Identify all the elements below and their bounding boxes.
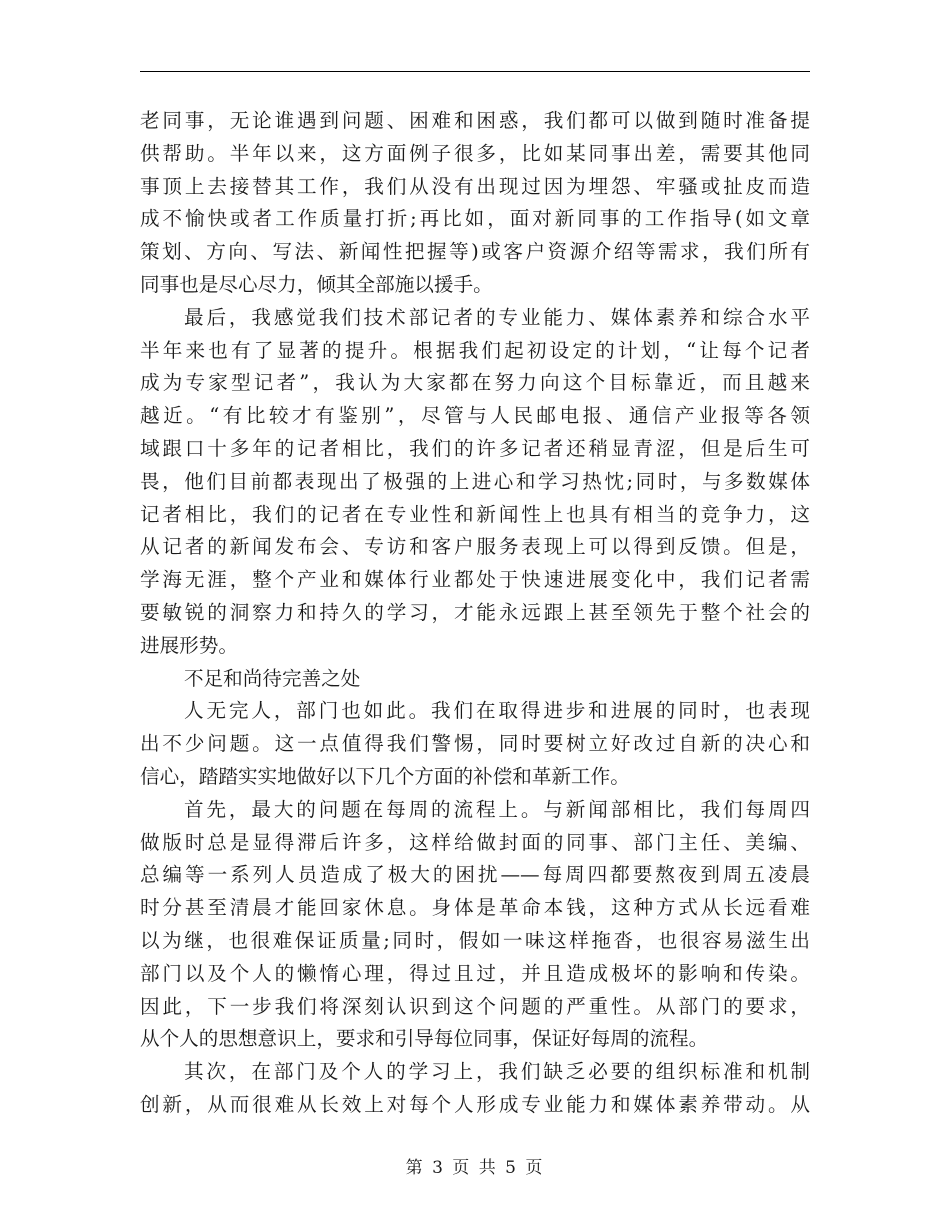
text-line: 半年来也有了显著的提升。根据我们起初设定的计划，“让每个记者 [140, 338, 810, 362]
text-line: 越近。“有比较才有鉴别”，尽管与人民邮电报、通信产业报等各领 [140, 404, 810, 428]
text-line: 畏，他们目前都表现出了极强的上进心和学习热忱;同时，与多数媒体 [140, 469, 810, 493]
text-line: 要敏锐的洞察力和持久的学习，才能永远跟上甚至领先于整个社会的 [140, 600, 810, 624]
text-line: 部门以及个人的懒惰心理，得过且过，并且造成极坏的影响和传染。 [140, 961, 810, 985]
text-line: 从记者的新闻发布会、专访和客户服务表现上可以得到反馈。但是， [140, 535, 810, 559]
text-line: 记者相比，我们的记者在专业性和新闻性上也具有相当的竞争力，这 [140, 502, 810, 526]
text-line: 成为专家型记者”，我认为大家都在努力向这个目标靠近，而且越来 [140, 371, 810, 395]
header-rule [140, 71, 810, 72]
text-line: 成不愉快或者工作质量打折;再比如，面对新同事的工作指导(如文章 [140, 207, 810, 231]
text-line: 策划、方向、写法、新闻性把握等)或客户资源介绍等需求，我们所有 [140, 240, 810, 264]
text-line: 首先，最大的问题在每周的流程上。与新闻部相比，我们每周四 [184, 797, 810, 821]
text-line: 信心，踏踏实实地做好以下几个方面的补偿和革新工作。 [140, 764, 630, 788]
text-line: 供帮助。半年以来，这方面例子很多，比如某同事出差，需要其他同 [140, 141, 810, 165]
text-line: 总编等一系列人员造成了极大的困扰——每周四都要熬夜到周五凌晨 [140, 863, 810, 887]
text-line: 最后，我感觉我们技术部记者的专业能力、媒体素养和综合水平 [184, 305, 810, 329]
text-line: 其次，在部门及个人的学习上，我们缺乏必要的组织标准和机制 [184, 1060, 810, 1084]
text-line: 学海无涯，整个产业和媒体行业都处于快速进展变化中，我们记者需 [140, 568, 810, 592]
text-line: 人无完人，部门也如此。我们在取得进步和进展的同时，也表现 [184, 699, 810, 723]
text-line: 老同事，无论谁遇到问题、困难和困惑，我们都可以做到随时准备提 [140, 109, 810, 132]
document-body [140, 105, 810, 1122]
text-line: 从个人的思想意识上，要求和引导每位同事，保证好每周的流程。 [140, 1027, 709, 1051]
page-number-footer: 第 3 页 共 5 页 [405, 1158, 545, 1178]
text-line: 事顶上去接替其工作，我们从没有出现过因为埋怨、牢骚或扯皮而造 [140, 174, 810, 198]
text-line: 创新，从而很难从长效上对每个人形成专业能力和媒体素养带动。从 [140, 1092, 810, 1116]
text-line: 进展形势。 [140, 633, 238, 657]
text-line: 同事也是尽心尽力，倾其全部施以援手。 [140, 272, 493, 296]
text-line: 时分甚至清晨才能回家休息。身体是革命本钱，这种方式从长远看难 [140, 896, 810, 920]
text-line: 因此，下一步我们将深刻认识到这个问题的严重性。从部门的要求， [140, 994, 810, 1018]
text-line: 以为继，也很难保证质量;同时，假如一味这样拖沓，也很容易滋生出 [140, 928, 810, 952]
text-line: 做版时总是显得滞后许多，这样给做封面的同事、部门主任、美编、 [140, 830, 810, 854]
text-line: 不足和尚待完善之处 [184, 666, 361, 690]
text-line: 域跟口十多年的记者相比，我们的许多记者还稍显青涩，但是后生可 [140, 436, 810, 460]
text-line: 出不少问题。这一点值得我们警惕，同时要树立好改过自新的决心和 [140, 732, 810, 756]
